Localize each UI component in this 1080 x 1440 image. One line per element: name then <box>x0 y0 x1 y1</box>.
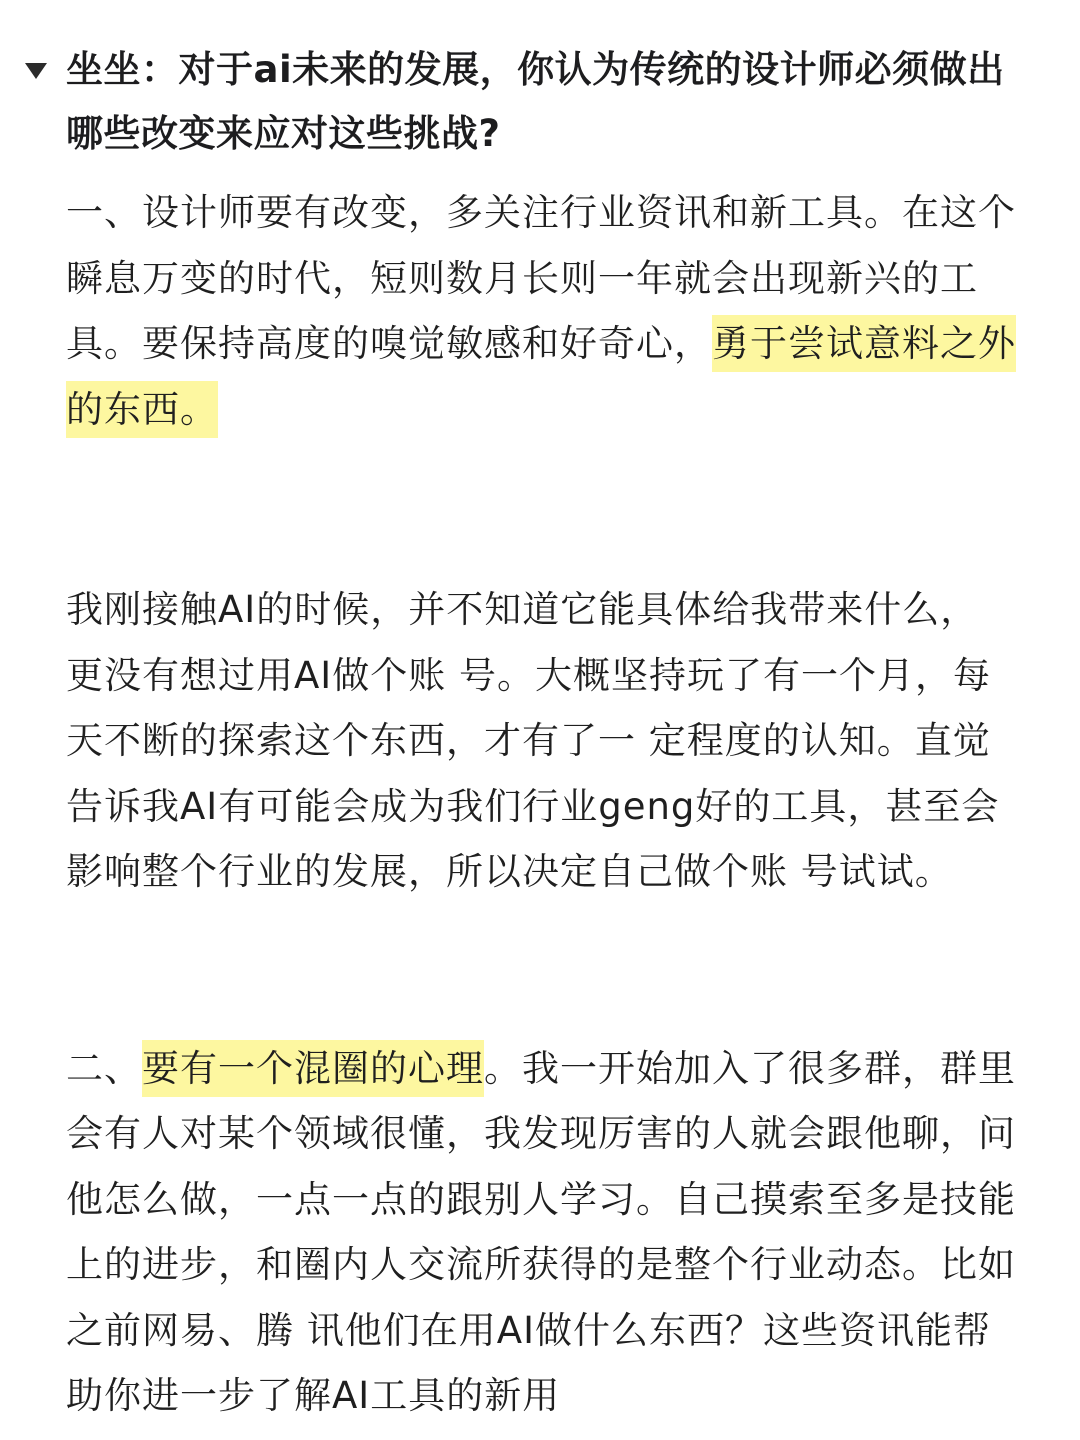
highlighted-text: 勇于尝试意料之外的东西。 <box>66 315 1016 438</box>
paragraph-2: 我刚接触AI的时候，并不知道它能具体给我带来什么，更没有想过用AI做个账 号。大概坚持玩了有一个月，每天不断的探索这个东西，才有了一 定程度的认知。直觉告诉我AI有可能会成为我们行业geng好的工具，甚至会影响整个行业的发展，所以决定自己做个账 号试试。 <box>66 588 1000 893</box>
paragraph-3-text: 。我一开始加入了很多群，群里会有人对某个领域很懂，我发现厉害的人就会跟他聊，问他怎么做，一点一点的跟别人学习。自己摸索至多是技能上的进步，和圈内人交流所获得的是整个行业动态。比如之前网易、腾 讯他们在用AI做什么东西？这些资讯能帮助你进一步了解AI工具的新用 <box>66 1046 1016 1417</box>
highlighted-text: 要有一个混圈的心理 <box>142 1040 484 1097</box>
question-heading: 坐坐：对于ai未来的发展，你认为传统的设计师必须做出哪些改变来应对这些挑战? <box>66 48 1005 155</box>
paragraph-1 <box>66 180 1016 442</box>
answer-content <box>66 180 1016 1429</box>
triangle-down-icon <box>24 62 48 80</box>
collapse-toggle[interactable] <box>24 38 68 102</box>
paragraph-3-prefix: 二、 <box>66 1046 142 1090</box>
paragraph-1-text: 一、设计师要有改变，多关注行业资讯和新工具。在这个瞬息万变的时代，短则数月长则一年就会出现新兴的工具。要保持高度的嗅觉敏感和好奇心， <box>66 191 1016 365</box>
paragraph-3 <box>66 1036 1016 1429</box>
